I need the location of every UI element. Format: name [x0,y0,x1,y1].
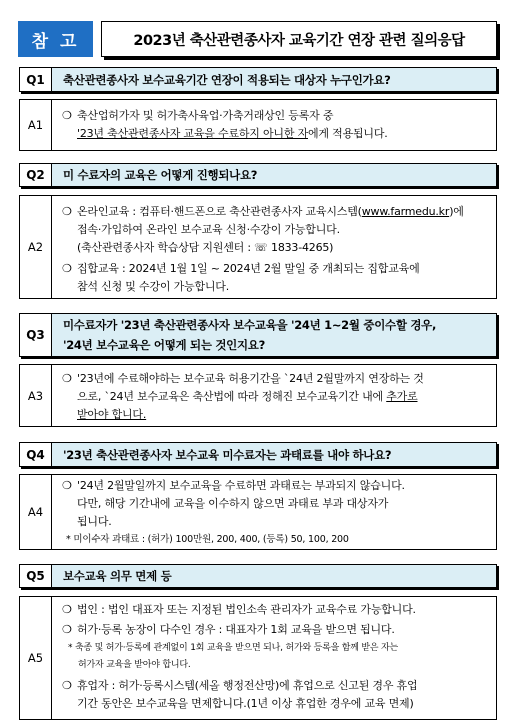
answer-text: 집합교육 : 2024년 1월 1일 ~ 2024년 2월 말일 중 개최되는 집합교육에 [77,262,420,275]
question-text: 축산관련종사자 보수교육기간 연장이 적용되는 대상자 누구인가요? [63,72,391,87]
answer-text: 다만, 해당 기간내에 교육을 이수하지 않으면 과태료 부과 대상자가 [77,497,389,510]
question-2 [19,163,497,187]
answer-label: A3 [19,364,52,427]
answer-text: 휴업자 : 허가·등록시스템(세올 행정전산망)에 휴업으로 신고된 경우 휴업 [77,679,418,692]
answer-text: 참석 신청 및 수강이 가능합니다. [77,280,230,293]
answer-text-underlined: 받아야 합니다. [77,408,147,421]
fine-note: * 미이수자 과태료 : (허가) 100만원, 200, 400, (등록) 50, 100, 200 [66,534,349,545]
answer-text-underlined: 추가로 [386,390,418,403]
answer-text: 접속·가입하여 온라인 보수교육 신청·수강이 가능합니다. [77,223,340,236]
question-text: 미 수료자의 교육은 어떻게 진행되나요? [63,168,258,182]
answer-text: 됩니다. [77,515,112,528]
question-4 [19,442,497,467]
bullet-icon: ❍ [62,623,72,636]
bullet-icon: ❍ [62,262,72,275]
question-5 [19,564,497,588]
answer-text: 법인 : 법인 대표자 또는 지정된 법인소속 관리자가 교육수료 가능합니다. [77,603,416,616]
question-3 [19,313,497,357]
fine-note: * 축종 및 허가·등록에 관계없이 1회 교육을 받으면 되나, 허가와 등록을 함께 받은 자는 [68,643,399,653]
bullet-icon: ❍ [62,603,72,616]
answer-label: A4 [19,474,52,550]
question-text: '23년 축산관련종사자 보수교육 미수료자는 과태료를 내야 하나요? [63,447,392,462]
bullet-icon: ❍ [62,372,72,385]
answer-2 [19,195,497,299]
answer-text-underlined: '23년 축산관련종사자 교육을 수료하지 아니한 자 [77,127,308,140]
fine-note: 허가자 교육을 받아야 합니다. [78,660,191,670]
bullet-icon: ❍ [62,479,72,492]
question-label: Q1 [19,67,52,92]
answer-text: 온라인교육 : 컴퓨터·핸드폰으로 축산관련종사자 교육시스템( [77,205,362,218]
answer-label: A5 [19,596,52,720]
answer-3 [19,364,497,427]
question-text: 보수교육 의무 면제 등 [63,569,172,583]
answer-text: 축산업허가자 및 허가축사육업·가축거래상인 등록자 중 [77,109,334,122]
answer-1 [19,99,497,151]
reference-badge: 참 고 [18,21,93,57]
answer-text: )에 [449,205,464,218]
answer-text: 기간 동안은 보수교육을 면제합니다.(1년 이상 휴업한 경우에 교육 면제) [77,697,414,710]
answer-label: A2 [19,195,52,299]
question-text: 미수료자가 '23년 축산관련종사자 보수교육을 '24년 1~2월 중이수할 경우, [63,318,437,332]
bullet-icon: ❍ [62,109,72,122]
bullet-icon: ❍ [62,205,72,218]
answer-label: A1 [19,99,52,151]
answer-5 [19,596,497,720]
bullet-icon: ❍ [62,679,72,692]
question-text: '24년 보수교육은 어떻게 되는 것인지요? [63,338,265,352]
answer-text: 허가·등록 농장이 다수인 경우 : 대표자가 1회 교육을 받으면 됩니다. [77,623,395,636]
page-title: 2023년 축산관련종사자 교육기간 연장 관련 질의응답 [101,21,497,57]
question-label: Q4 [19,442,52,467]
support-center-phone: (축산관련종사자 학습상담 지원센터 : ☏ 1833-4265) [77,241,334,254]
answer-text: 으로, `24년 보수교육은 축산법에 따라 정해진 보수교육기간 내에 [77,390,387,403]
answer-text: 에게 적용됩니다. [308,127,388,140]
question-label: Q5 [19,564,52,588]
website-link[interactable]: www.farmedu.kr [361,205,450,218]
answer-text: '23년에 수료해야하는 보수교육 허용기간을 `24년 2월말까지 연장하는 것 [77,372,424,385]
question-label: Q3 [19,313,52,357]
question-label: Q2 [19,163,52,187]
answer-4 [19,474,497,550]
question-1 [19,67,497,92]
answer-text: '24년 2월말일까지 보수교육을 수료하면 과태료는 부과되지 않습니다. [77,479,405,492]
